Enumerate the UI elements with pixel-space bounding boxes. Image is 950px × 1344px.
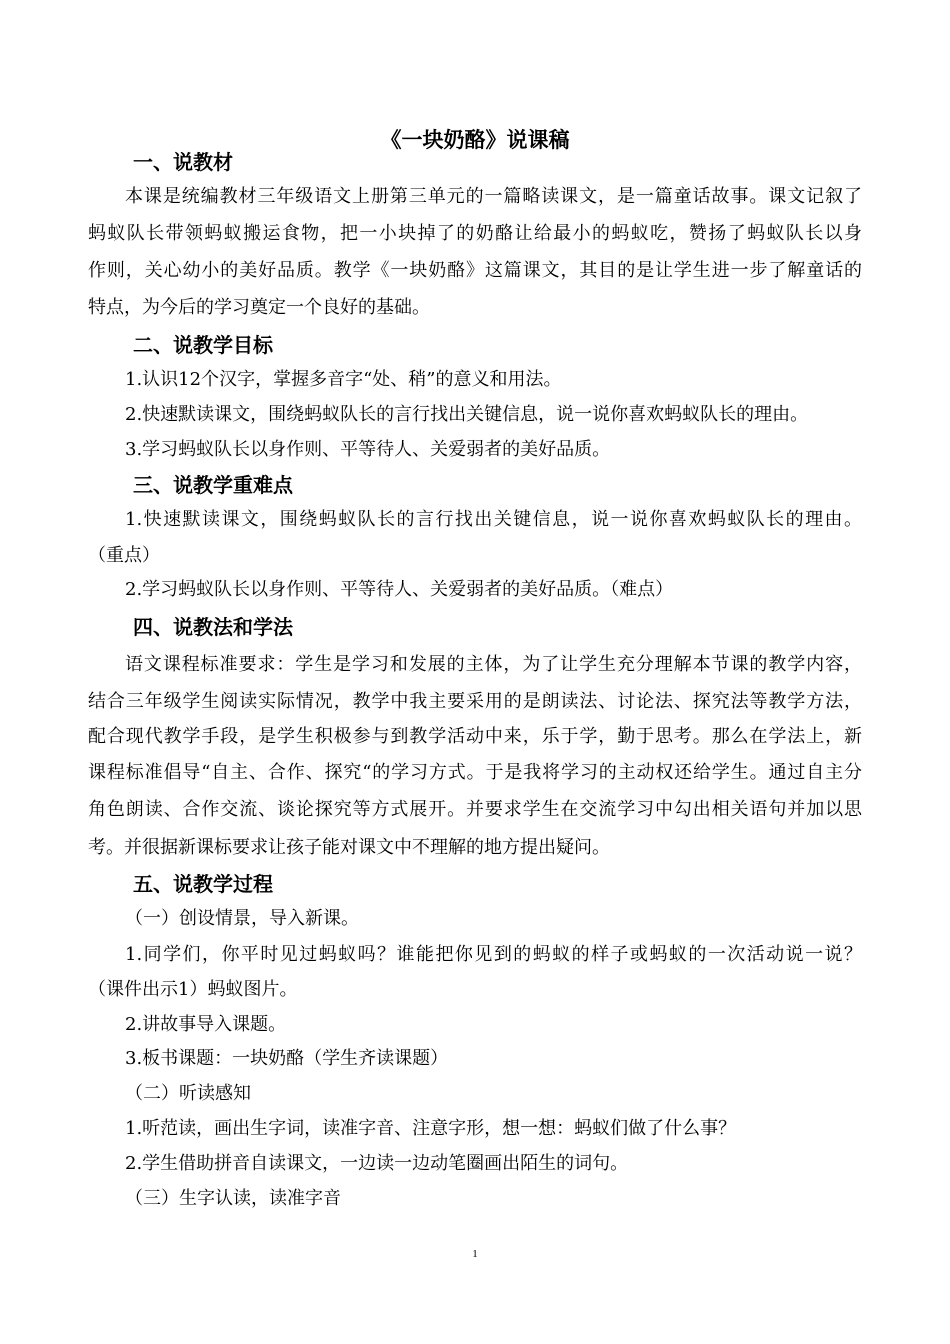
paragraph-line: 2.快速默读课文，围绕蚂蚁队长的言行找出关键信息，说一说你喜欢蚂蚁队长的理由。 <box>125 404 809 425</box>
paragraph-line: 作则，关心幼小的美好品质。教学《一块奶酪》这篇课文，其目的是让学生进一步了解童话的 <box>88 260 862 281</box>
paragraph-line: （二）听读感知 <box>125 1083 251 1104</box>
paragraph-line: 蚂蚁队长带领蚂蚁搬运食物，把一小块掉了的奶酪让给最小的蚂蚁吃，赞扬了蚂蚁队长以身 <box>88 223 862 244</box>
paragraph-line: 特点，为今后的学习奠定一个良好的基础。 <box>88 297 430 318</box>
paragraph-line: 考。并很据新课标要求让孩子能对课文中不理解的地方提出疑问。 <box>88 837 610 858</box>
paragraph-line: 课程标准倡导“自主、合作、探究“的学习方式。于是我将学习的主动权还给学生。通过自主分 <box>88 762 862 783</box>
paragraph-line: 配合现代教学手段，是学生积极参与到教学活动中来，乐于学，勤于思考。那么在学法上，新 <box>88 726 862 747</box>
section-heading: 五、说教学过程 <box>133 872 273 896</box>
paragraph-line: 3.学习蚂蚁队长以身作则、平等待人、关爱弱者的美好品质。 <box>125 439 611 460</box>
paragraph-line: 结合三年级学生阅读实际情况，教学中我主要采用的是朗读法、讨论法、探究法等教学方法， <box>88 691 862 712</box>
paragraph-line: 2.学习蚂蚁队长以身作则、平等待人、关爱弱者的美好品质。（难点） <box>125 579 674 600</box>
paragraph-line: （重点） <box>88 545 160 566</box>
paragraph-line: 2.学生借助拼音自读课文，一边读一边动笔圈画出陌生的词句。 <box>125 1153 629 1174</box>
paragraph-line: 1.快速默读课文，围绕蚂蚁队长的言行找出关键信息，说一说你喜欢蚂蚁队长的理由。 <box>125 509 862 530</box>
paragraph-line: 角色朗读、合作交流、谈论探究等方式展开。并要求学生在交流学习中勾出相关语句并加以思 <box>88 799 862 820</box>
page-number: 1 <box>472 1248 478 1260</box>
section-heading: 三、说教学重难点 <box>133 473 293 497</box>
paragraph-line: 1.认识12个汉字，掌握多音字“处、稍”的意义和用法。 <box>125 369 562 390</box>
paragraph-line: 2.讲故事导入课题。 <box>125 1014 287 1035</box>
section-heading: 二、说教学目标 <box>133 333 273 357</box>
paragraph-line: （一）创设情景，导入新课。 <box>125 908 359 929</box>
paragraph-line: 1.同学们，你平时见过蚂蚁吗？谁能把你见到的蚂蚁的样子或蚂蚁的一次活动说一说？ <box>125 944 862 965</box>
paragraph-line: 语文课程标准要求：学生是学习和发展的主体，为了让学生充分理解本节课的教学内容， <box>125 654 862 675</box>
section-heading: 四、说教法和学法 <box>133 615 293 639</box>
paragraph-line: 3.板书课题：一块奶酪（学生齐读课题） <box>125 1048 449 1069</box>
paragraph-line: （课件出示1）蚂蚁图片。 <box>88 979 298 1000</box>
paragraph-line: 本课是统编教材三年级语文上册第三单元的一篇略读课文，是一篇童话故事。课文记叙了 <box>125 186 862 207</box>
paragraph-line: 1.听范读，画出生字词，读准字音、注意字形，想一想：蚂蚁们做了什么事？ <box>125 1118 737 1139</box>
section-heading: 一、说教材 <box>133 150 233 174</box>
paragraph-line: （三）生字认读，读准字音 <box>125 1188 341 1209</box>
document-title: 《一块奶酪》说课稿 <box>380 128 570 152</box>
